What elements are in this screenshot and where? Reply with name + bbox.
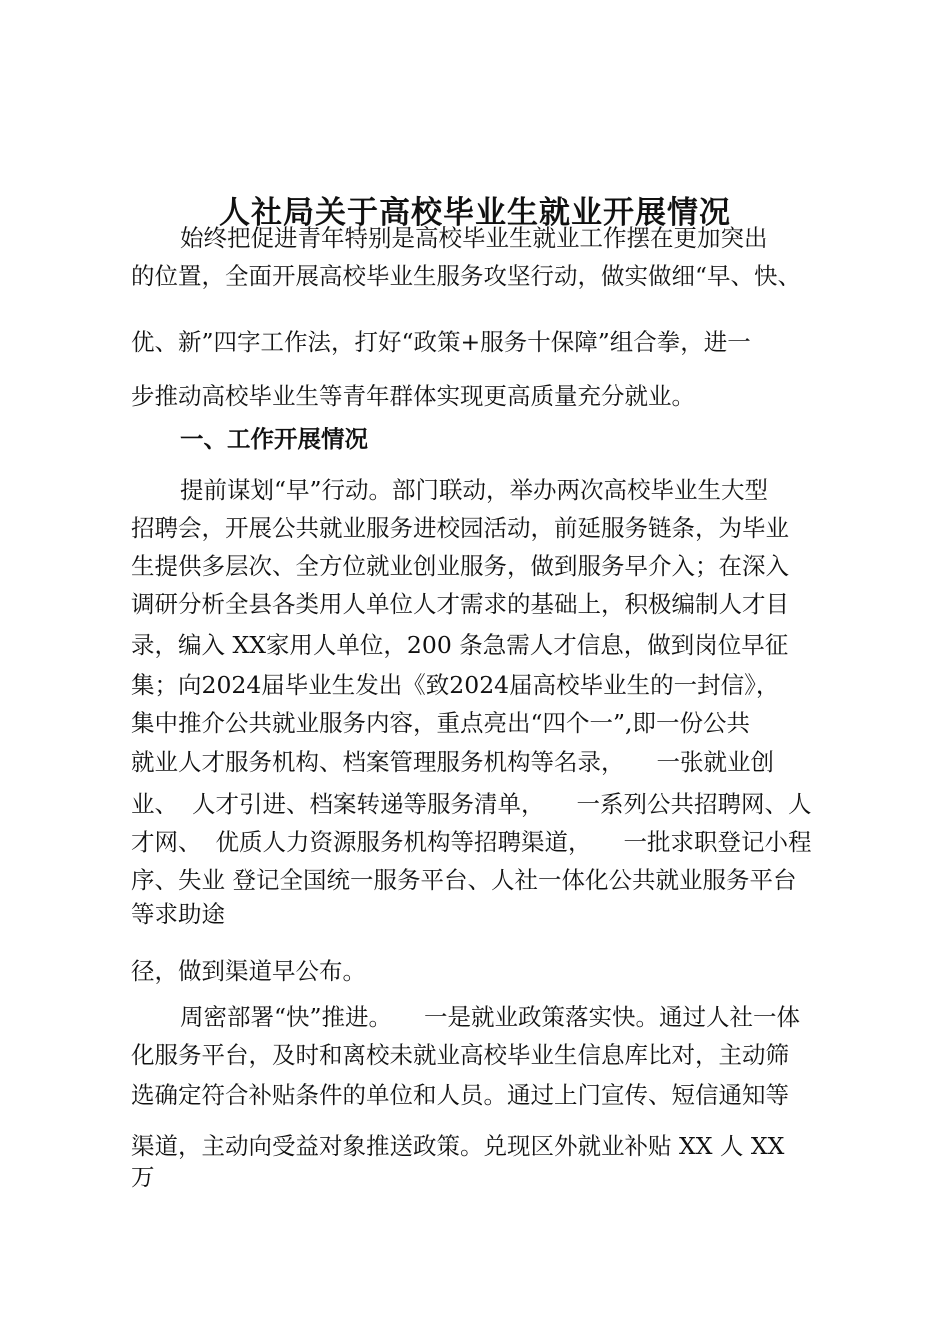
section-heading: 一、工作开展情况 bbox=[180, 425, 368, 453]
paragraph-segment: 一批求职登记小程 bbox=[623, 828, 812, 856]
paragraph-segment: 优质人力资源服务机构等招聘渠道， bbox=[215, 828, 592, 856]
intro-line: 步推动高校毕业生等青年群体实现更高质量充分就业。 bbox=[131, 382, 695, 410]
paragraph-segment: 一是就业政策落实快。通过人社一体 bbox=[424, 1003, 801, 1031]
paragraph-line: 万 bbox=[131, 1163, 155, 1191]
paragraph-line: 录，编入 XX家用人单位，200 条急需人才信息，做到岗位早征 bbox=[131, 631, 789, 659]
paragraph-line: 序、失业 登记全国统一服务平台、人社一体化公共就业服务平台 bbox=[131, 866, 797, 894]
paragraph-line bbox=[180, 998, 800, 1036]
paragraph-segment: 才网、 bbox=[131, 828, 202, 856]
document-title: 人社局关于高校毕业生就业开展情况 bbox=[219, 195, 731, 231]
paragraph-line: 等求助途 bbox=[131, 900, 225, 928]
paragraph-line: 提前谋划“早”行动。部门联动，举办两次高校毕业生大型 bbox=[180, 476, 769, 504]
paragraph-line: 调研分析全县各类用人单位人才需求的基础上，积极编制人才目 bbox=[131, 590, 789, 618]
paragraph-segment: 就业人才服务机构、档案管理服务机构等名录， bbox=[131, 748, 625, 776]
paragraph-segment: 一张就业创 bbox=[656, 748, 774, 776]
paragraph-line: 集；向2024届毕业生发出《致2024届高校毕业生的一封信》， bbox=[131, 671, 780, 699]
paragraph-line: 径，做到渠道早公布。 bbox=[131, 957, 366, 985]
paragraph-line bbox=[131, 785, 812, 823]
intro-line: 始终把促进青年特别是高校毕业生就业工作摆在更加突出 bbox=[180, 224, 768, 252]
paragraph-line: 渠道，主动向受益对象推送政策。兑现区外就业补贴 XX 人 XX bbox=[131, 1132, 785, 1160]
paragraph-line bbox=[131, 823, 812, 861]
paragraph-segment: 业、 bbox=[131, 790, 178, 818]
paragraph-line: 生提供多层次、全方位就业创业服务，做到服务早介入；在深入 bbox=[131, 552, 789, 580]
paragraph-line: 招聘会，开展公共就业服务进校园活动，前延服务链条，为毕业 bbox=[131, 514, 789, 542]
paragraph-segment: 周密部署“快”推进。 bbox=[180, 1003, 393, 1031]
intro-line: 优、新”四字工作法，打好“政策+服务十保障”组合拳，进一 bbox=[131, 328, 751, 356]
paragraph-line: 选确定符合补贴条件的单位和人员。通过上门宣传、短信通知等 bbox=[131, 1081, 789, 1109]
intro-line: 的位置，全面开展高校毕业生服务攻坚行动，做实做细“早、快、 bbox=[131, 262, 802, 290]
paragraph-segment: 一系列公共招聘网、人 bbox=[576, 790, 812, 818]
paragraph-segment: 人才引进、档案转递等服务清单， bbox=[192, 790, 545, 818]
paragraph-line bbox=[131, 743, 774, 781]
paragraph-line: 化服务平台，及时和离校未就业高校毕业生信息库比对，主动筛 bbox=[131, 1041, 789, 1069]
paragraph-line: 集中推介公共就业服务内容，重点亮出“四个一”,即一份公共 bbox=[131, 709, 750, 737]
